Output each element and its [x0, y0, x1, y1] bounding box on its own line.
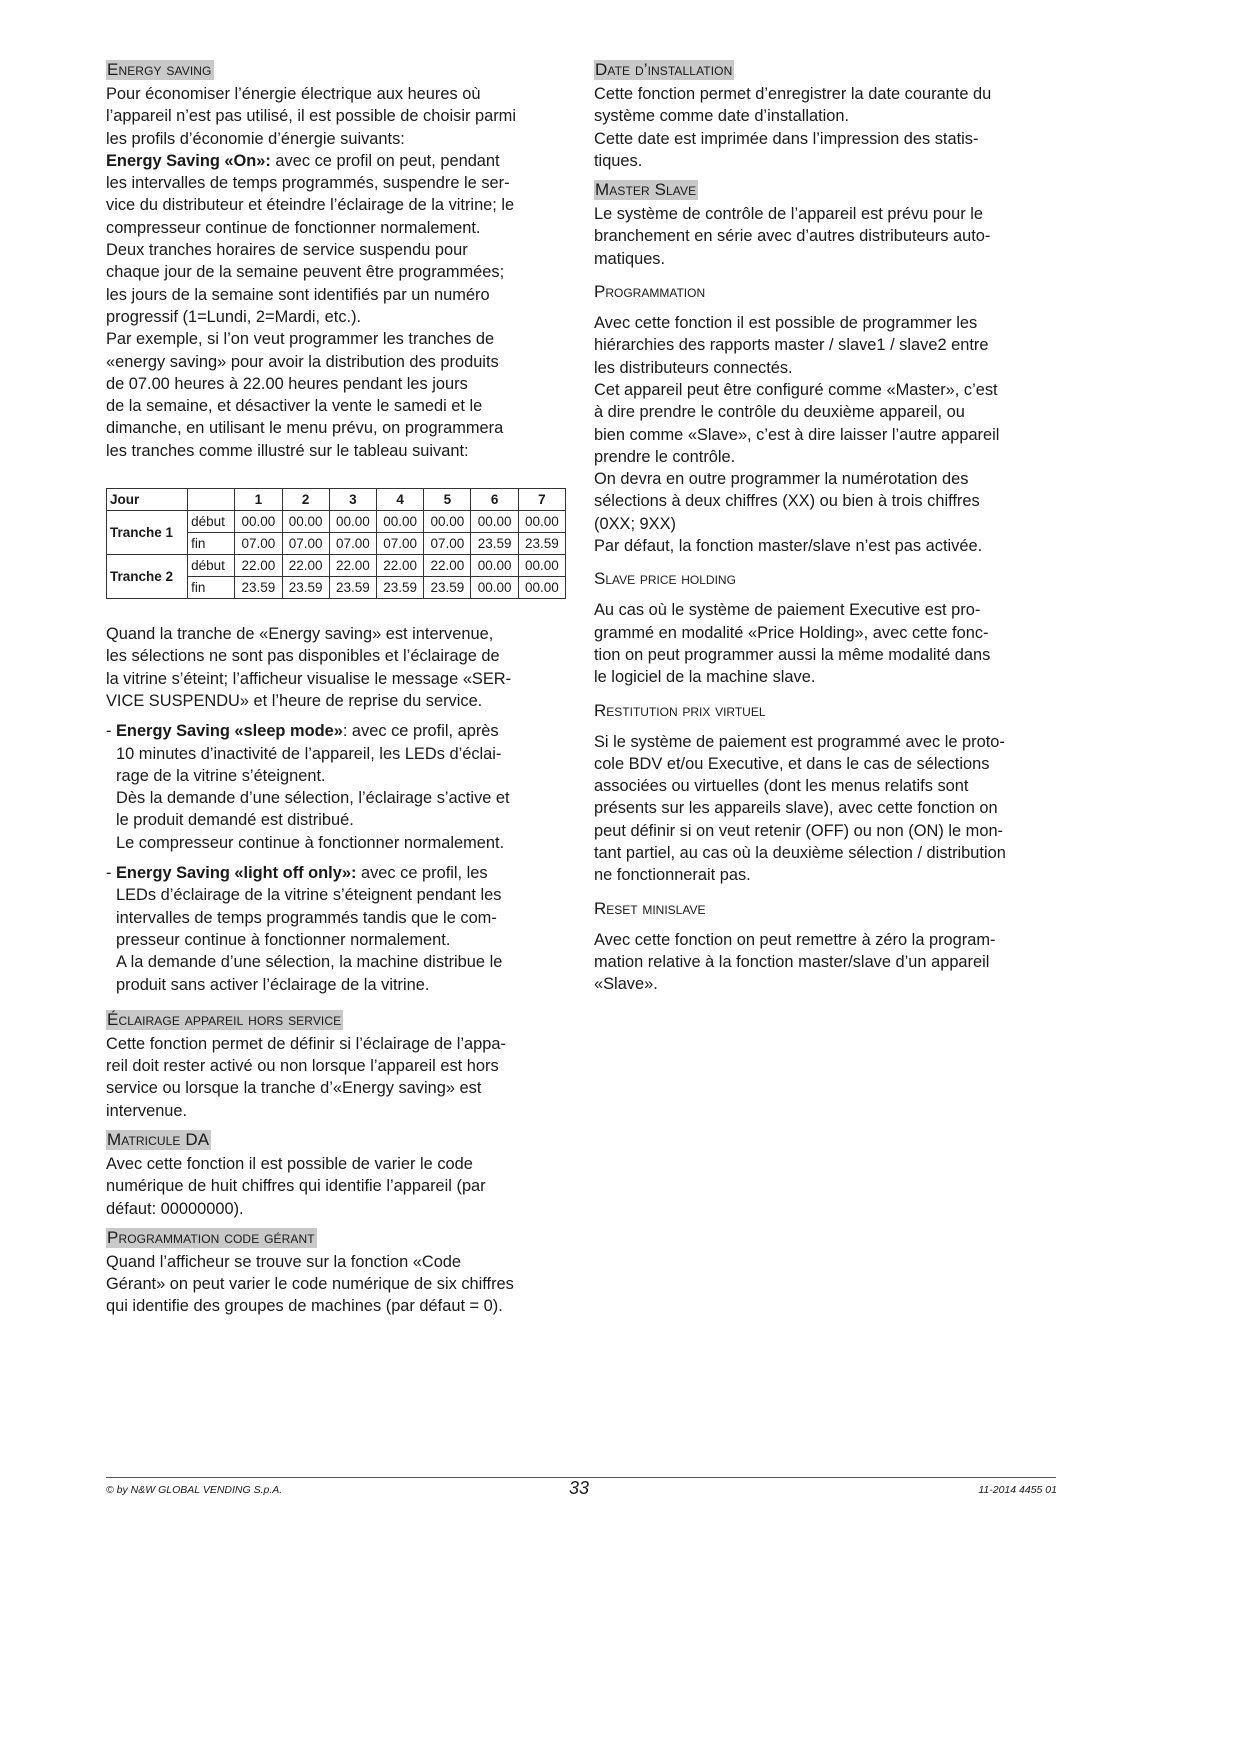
- paragraph-line: Dès la demande d’une sélection, l’éclairage s’active et: [116, 789, 510, 808]
- table-cell: 00.00: [518, 511, 565, 533]
- section-heading: Matricule DA: [107, 1129, 210, 1149]
- profile-on-label: Energy Saving «On»:: [106, 151, 271, 170]
- paragraph-line: Deux tranches horaires de service suspendu pour: [106, 241, 468, 260]
- paragraph-line: les sélections ne sont pas disponibles et l’éclairage de: [106, 647, 500, 666]
- section-date-installation: [594, 60, 1060, 172]
- paragraph-line: Gérant» on peut varier le code numérique de six chiffres: [106, 1275, 514, 1294]
- paragraph-line: l’appareil n’est pas utilisé, il est possible de choisir parmi: [106, 107, 516, 126]
- paragraph-line: VICE SUSPENDU» et l’heure de reprise du service.: [106, 691, 483, 710]
- paragraph-line: dimanche, en utilisant le menu prévu, on programmera: [106, 419, 504, 438]
- section-heading: Master Slave: [595, 180, 697, 200]
- table-cell: 23.59: [235, 577, 282, 599]
- paragraph-line: produit sans activer l’éclairage de la vitrine.: [116, 975, 430, 994]
- paragraph-line: «energy saving» pour avoir la distribution des produits: [106, 352, 499, 371]
- paragraph-line: mation relative à la fonction master/slave d’un appareil: [594, 952, 990, 971]
- paragraph-line: vice du distributeur et éteindre l’éclairage de la vitrine; le: [106, 196, 515, 215]
- paragraph-line: grammé en modalité «Price Holding», avec cette fonc-: [594, 623, 989, 642]
- header-cell: 5: [424, 489, 471, 511]
- light-off-label: Energy Saving «light off only»:: [116, 864, 357, 883]
- table-row: [107, 511, 566, 533]
- paragraph-line: système comme date d’installation.: [594, 107, 850, 126]
- paragraph-line: matiques.: [594, 249, 666, 268]
- table-cell: 00.00: [424, 511, 471, 533]
- section-heading: Éclairage appareil hors service: [107, 1009, 342, 1029]
- paragraph-line: Cette date est imprimée dans l’impression des statis-: [594, 129, 979, 148]
- section-heading: Restitution prix virtuel: [594, 700, 766, 720]
- table-cell: 00.00: [282, 511, 329, 533]
- paragraph-line: Le compresseur continue à fonctionner normalement.: [116, 833, 505, 852]
- table-cell: 22.00: [235, 555, 282, 577]
- table-cell: 23.59: [471, 533, 518, 555]
- paragraph-line: bien comme «Slave», c’est à dire laisser l’autre appareil: [594, 425, 1000, 444]
- paragraph-line: branchement en série avec d’autres distributeurs auto-: [594, 227, 991, 246]
- section-slave-price-holding: [594, 569, 1060, 688]
- after-table-paragraph: [106, 623, 568, 712]
- left-column: [106, 60, 568, 1326]
- table-cell: fin: [188, 577, 235, 599]
- table-cell: 00.00: [471, 511, 518, 533]
- section-master-slave: [594, 180, 1060, 270]
- table-cell: 07.00: [424, 533, 471, 555]
- paragraph-line: les jours de la semaine sont identifiés par un numéro: [106, 285, 490, 304]
- paragraph-line: LEDs d’éclairage de la vitrine s’éteignent pendant les: [116, 886, 502, 905]
- paragraph-line: Cet appareil peut être configuré comme «Master», c’est: [594, 380, 998, 399]
- paragraph-line: qui identifie des groupes de machines (par défaut = 0).: [106, 1297, 503, 1316]
- sleep-mode-label: Energy Saving «sleep mode»: [116, 722, 343, 741]
- paragraph-line: reil doit rester activé ou non lorsque l’appareil est hors: [106, 1057, 499, 1076]
- section-heading: Programmation code gérant: [107, 1227, 315, 1247]
- paragraph-line: (0XX; 9XX): [594, 514, 676, 533]
- footer-copyright: © by N&W GLOBAL VENDING S.p.A.: [106, 1484, 283, 1496]
- table-cell: 07.00: [282, 533, 329, 555]
- header-cell: [188, 489, 235, 511]
- section-energy-saving: [106, 60, 568, 462]
- paragraph-line: service ou lorsque la tranche d’«Energy saving» est: [106, 1079, 482, 1098]
- section-eclairage: [106, 1010, 568, 1122]
- paragraph-line: Avec cette fonction il est possible de varier le code: [106, 1154, 473, 1173]
- paragraph-line: sélections à deux chiffres (XX) ou bien à trois chiffres: [594, 492, 980, 511]
- header-cell: 3: [329, 489, 376, 511]
- paragraph-line: Avec cette fonction on peut remettre à zéro la program-: [594, 930, 996, 949]
- paragraph-line: Quand l’afficheur se trouve sur la fonction «Code: [106, 1252, 462, 1271]
- paragraph-text: avec ce profil on peut, pendant: [270, 151, 500, 170]
- list-dash: -: [106, 864, 112, 883]
- paragraph-line: compresseur continue de fonctionner normalement.: [106, 218, 481, 237]
- table-cell: 22.00: [329, 555, 376, 577]
- paragraph-line: Par défaut, la fonction master/slave n’est pas activée.: [594, 537, 983, 556]
- table-cell: début: [188, 511, 235, 533]
- table-cell: 23.59: [518, 533, 565, 555]
- tranche-label: Tranche 1: [107, 511, 188, 555]
- table-cell: 00.00: [377, 511, 424, 533]
- right-column: [594, 60, 1060, 1004]
- table-cell: début: [188, 555, 235, 577]
- paragraph-line: 10 minutes d’inactivité de l’appareil, les LEDs d’éclai-: [116, 744, 502, 763]
- paragraph-line: Par exemple, si l’on veut programmer les tranches de: [106, 330, 495, 349]
- paragraph-line: chaque jour de la semaine peuvent être programmées;: [106, 263, 505, 282]
- section-matricule: [106, 1130, 568, 1220]
- paragraph-line: les distributeurs connectés.: [594, 358, 793, 377]
- paragraph-line: à dire prendre le contrôle du deuxième appareil, ou: [594, 403, 965, 422]
- table-cell: 00.00: [471, 555, 518, 577]
- table-cell: 22.00: [282, 555, 329, 577]
- paragraph-line: Pour économiser l’énergie électrique aux heures où: [106, 85, 481, 103]
- section-restitution: [594, 701, 1060, 887]
- paragraph-line: le produit demandé est distribué.: [116, 811, 354, 830]
- table-cell: 23.59: [424, 577, 471, 599]
- paragraph-line: les intervalles de temps programmés, suspendre le ser-: [106, 174, 510, 193]
- paragraph-line: rage de la vitrine s’éteignent.: [116, 766, 326, 785]
- paragraph-line: la vitrine s’éteint; l’afficheur visualise le message «SER-: [106, 669, 512, 688]
- section-heading: Energy saving: [107, 60, 212, 79]
- paragraph-text: avec ce profil, les: [356, 864, 488, 883]
- paragraph-line: [116, 720, 568, 742]
- paragraph-line: tiques.: [594, 151, 643, 170]
- paragraph-line: tion on peut programmer aussi la même modalité dans: [594, 645, 991, 664]
- table-cell: 07.00: [329, 533, 376, 555]
- table-header-row: [107, 489, 566, 511]
- sleep-mode-item: [106, 720, 568, 854]
- header-cell: 4: [377, 489, 424, 511]
- paragraph-line: peut définir si on veut retenir (OFF) ou non (ON) le mon-: [594, 821, 1004, 840]
- table-cell: 00.00: [518, 577, 565, 599]
- header-cell: 7: [518, 489, 565, 511]
- paragraph-line: le logiciel de la machine slave.: [594, 668, 816, 687]
- paragraph-line: Avec cette fonction il est possible de programmer les: [594, 314, 978, 333]
- table-cell: 00.00: [518, 555, 565, 577]
- paragraph-line: cole BDV et/ou Executive, et dans le cas de sélections: [594, 754, 990, 773]
- section-code-gerant: [106, 1228, 568, 1318]
- paragraph-line: Quand la tranche de «Energy saving» est intervenue,: [106, 625, 494, 644]
- paragraph-line: Le système de contrôle de l’appareil est prévu pour le: [594, 205, 984, 224]
- table-cell: 07.00: [235, 533, 282, 555]
- list-dash: -: [106, 722, 112, 741]
- paragraph-line: intervenue.: [106, 1101, 188, 1120]
- paragraph-line: de 07.00 heures à 22.00 heures pendant les jours: [106, 374, 468, 393]
- table-row: [107, 555, 566, 577]
- paragraph-line: ne fonctionnerait pas.: [594, 866, 751, 885]
- paragraph-text: : avec ce profil, après: [342, 722, 499, 741]
- table-cell: 00.00: [471, 577, 518, 599]
- table-cell: 23.59: [282, 577, 329, 599]
- paragraph-line: [116, 862, 568, 884]
- paragraph-line: Cette fonction permet de définir si l’éclairage de l’appa-: [106, 1034, 506, 1053]
- paragraph-line: défaut: 00000000).: [106, 1199, 244, 1218]
- table-cell: 00.00: [329, 511, 376, 533]
- section-heading: Date d’installation: [595, 60, 733, 79]
- paragraph-line: tant partiel, au cas où la deuxième sélection / distribution: [594, 844, 1006, 863]
- light-off-item: [106, 862, 568, 996]
- paragraph-line: On devra en outre programmer la numérotation des: [594, 470, 969, 489]
- section-reset-minislave: [594, 899, 1060, 996]
- section-programmation: [594, 282, 1060, 557]
- paragraph-line: A la demande d’une sélection, la machine distribue le: [116, 953, 503, 972]
- header-cell: 1: [235, 489, 282, 511]
- footer-doc-code: 11-2014 4455 01: [978, 1484, 1057, 1496]
- table-cell: 22.00: [424, 555, 471, 577]
- section-heading: Reset minislave: [594, 898, 706, 918]
- paragraph-line: progressif (1=Lundi, 2=Mardi, etc.).: [106, 307, 362, 326]
- paragraph-line: [106, 150, 568, 172]
- header-cell: Jour: [107, 489, 188, 511]
- section-heading: Slave price holding: [594, 569, 736, 589]
- paragraph-line: prendre le contrôle.: [594, 447, 736, 466]
- paragraph-line: associées ou virtuelles (dont les menus relatifs sont: [594, 777, 969, 796]
- paragraph-line: les profils d’économie d’énergie suivants:: [106, 129, 405, 148]
- paragraph-line: Si le système de paiement est programmé avec le proto-: [594, 732, 1005, 751]
- paragraph-line: présents sur les appareils slave), avec cette fonction on: [594, 799, 998, 818]
- table-cell: 07.00: [377, 533, 424, 555]
- table-cell: 23.59: [329, 577, 376, 599]
- paragraph-line: numérique de huit chiffres qui identifie l’appareil (par: [106, 1177, 486, 1196]
- paragraph-line: Cette fonction permet d’enregistrer la date courante du: [594, 85, 992, 103]
- paragraph-line: Au cas où le système de paiement Executive est pro-: [594, 601, 981, 620]
- table-cell: fin: [188, 533, 235, 555]
- paragraph-line: presseur continue à fonctionner normalement.: [116, 930, 451, 949]
- section-heading: Programmation: [594, 282, 706, 302]
- table-cell: 23.59: [377, 577, 424, 599]
- paragraph-line: les tranches comme illustré sur le tableau suivant:: [106, 441, 469, 460]
- tranche-label: Tranche 2: [107, 555, 188, 599]
- header-cell: 6: [471, 489, 518, 511]
- header-cell: 2: [282, 489, 329, 511]
- paragraph-line: de la semaine, et désactiver la vente le samedi et le: [106, 397, 483, 416]
- paragraph-line: intervalles de temps programmés tandis que le com-: [116, 908, 497, 927]
- paragraph-line: hiérarchies des rapports master / slave1 / slave2 entre: [594, 336, 989, 355]
- table-cell: 22.00: [377, 555, 424, 577]
- paragraph-line: «Slave».: [594, 975, 658, 994]
- schedule-table: [106, 488, 566, 599]
- page-number: 33: [569, 1478, 590, 1498]
- table-cell: 00.00: [235, 511, 282, 533]
